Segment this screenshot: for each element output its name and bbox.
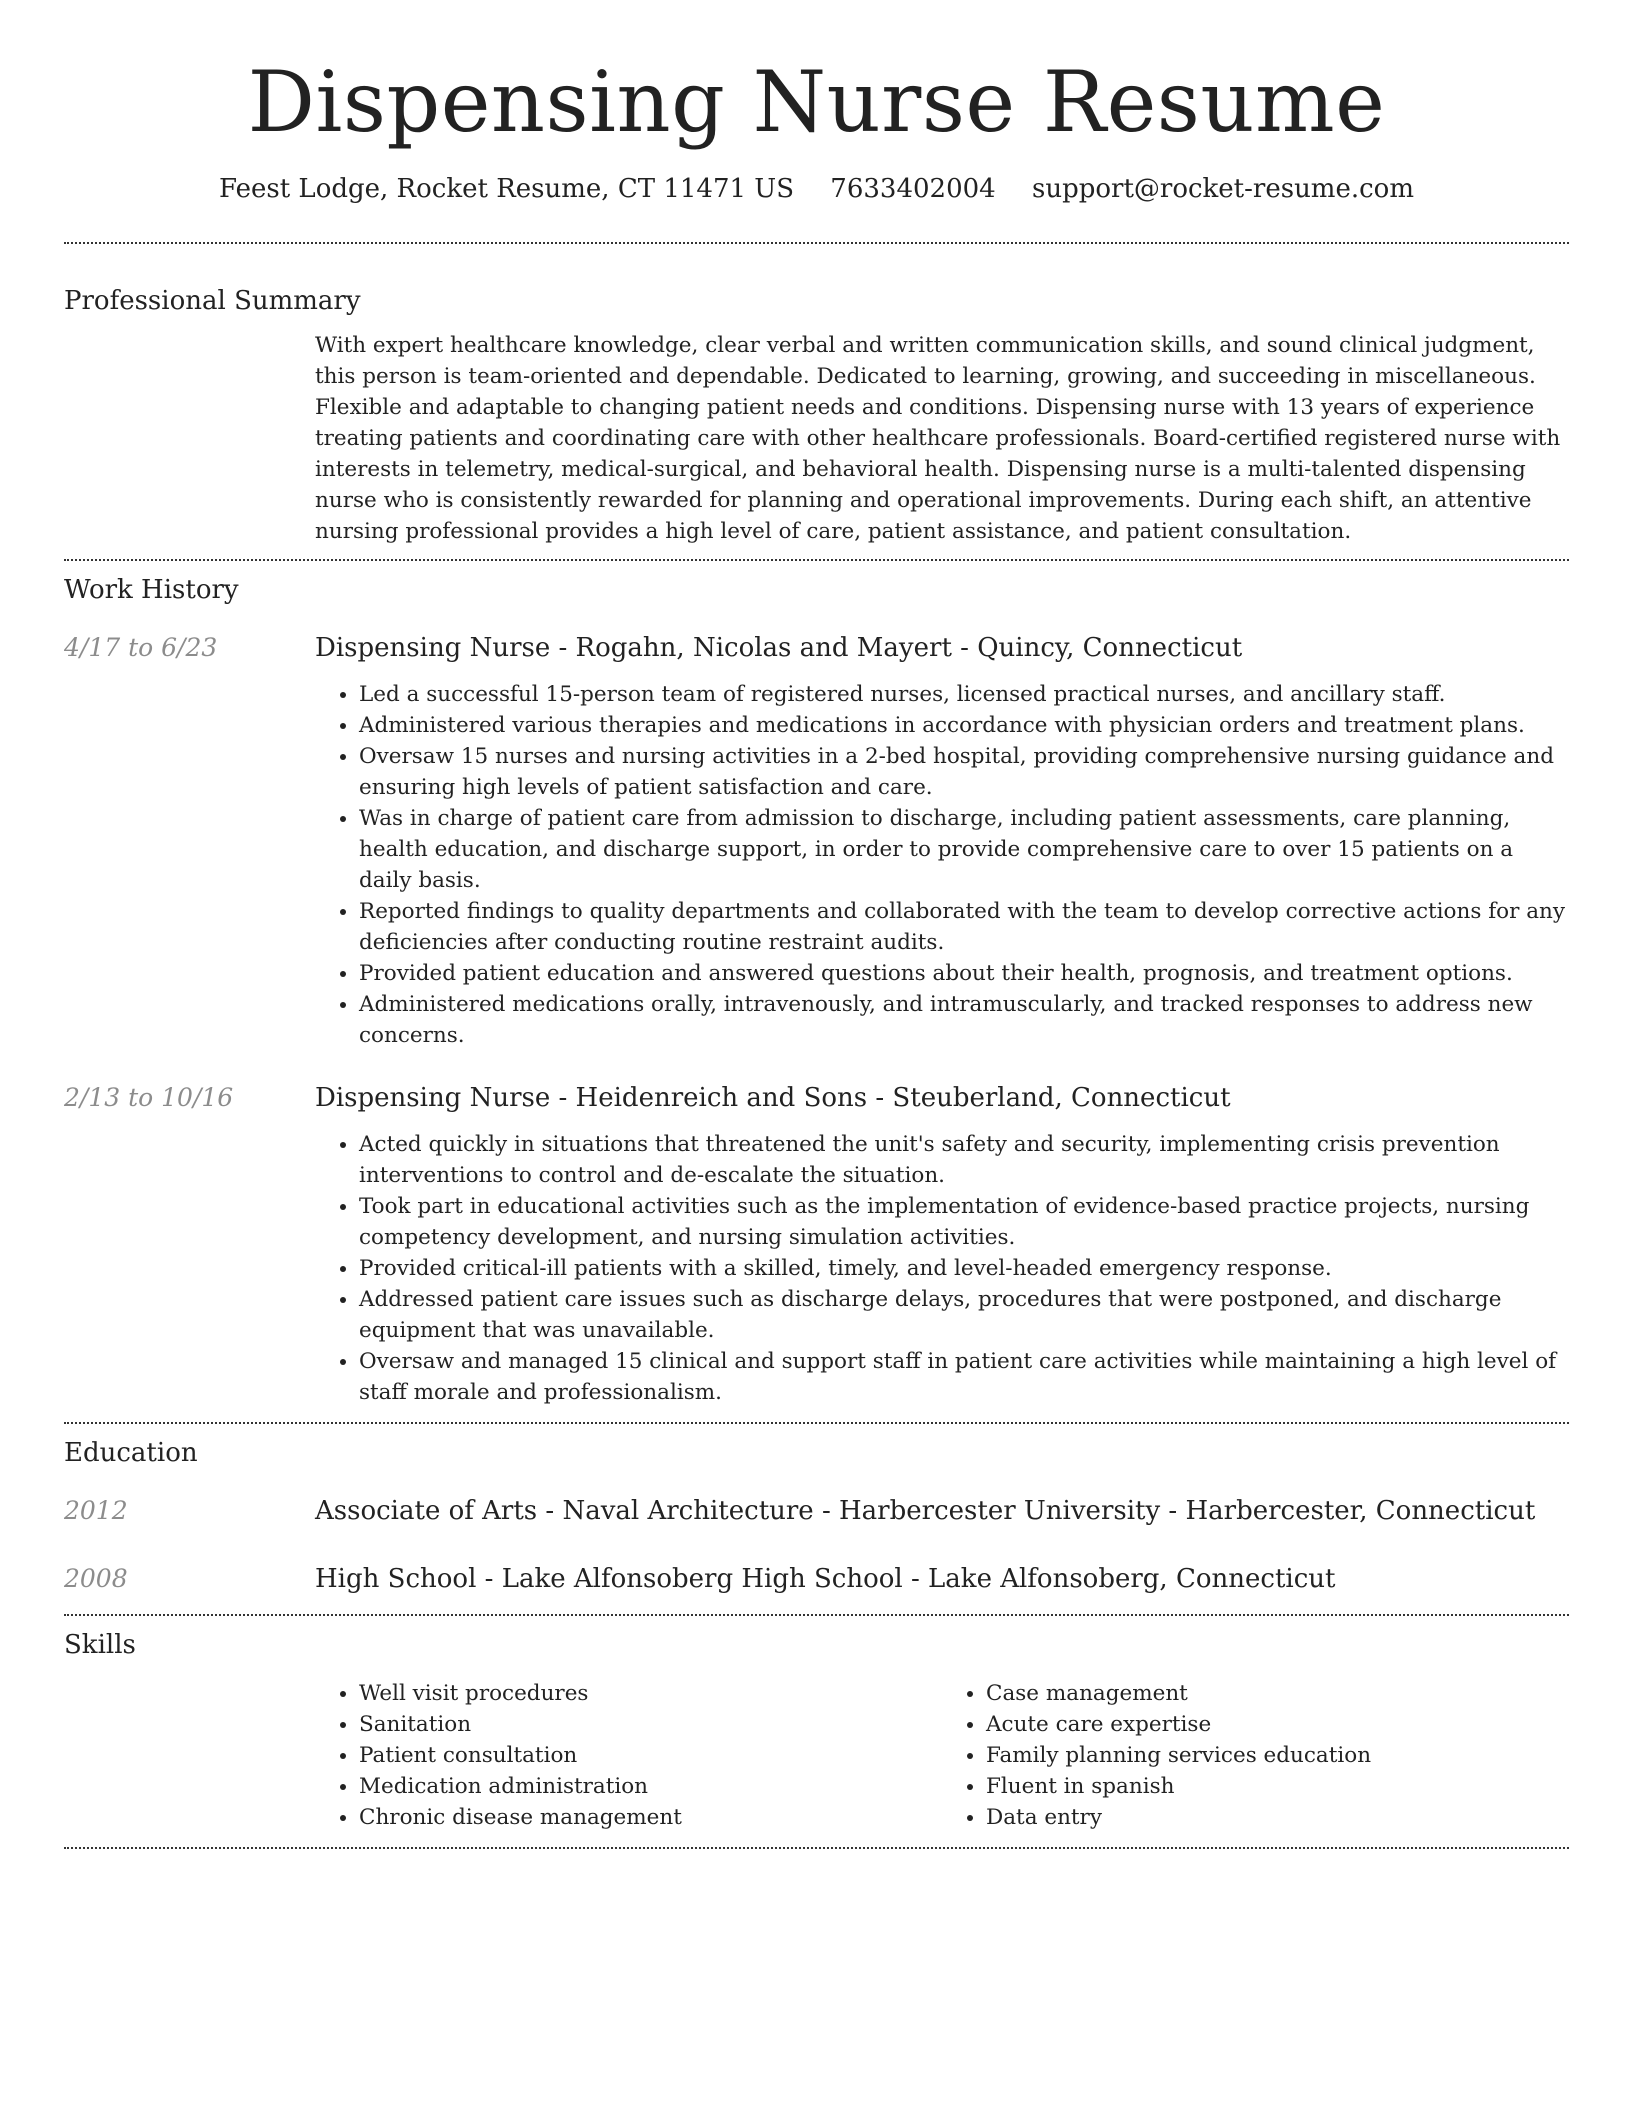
skills-list-right (942, 1678, 1569, 1833)
section-heading-summary: Professional Summary (64, 286, 361, 316)
section-heading-education: Education (64, 1438, 198, 1468)
job-title: Dispensing Nurse - Heidenreich and Sons - Steuberland, Connecticut (315, 1083, 1231, 1113)
job-entry (64, 1081, 1569, 1408)
education-title: Associate of Arts - Naval Architecture - Harbercester University - Harbercester, Connecticut (315, 1496, 1536, 1526)
skills-columns (315, 1678, 1569, 1833)
job-bullets (315, 1129, 1569, 1408)
job-bullet: • Took part in educational activities such as the implementation of evidence-based practice projects, nursing competency development, and nursing simulation activities. (359, 1191, 1569, 1253)
summary-row (64, 330, 1569, 547)
job-bullet: • Oversaw 15 nurses and nursing activities in a 2-bed hospital, providing comprehensive nursing guidance and ensuring high levels of patient satisfaction and care. (359, 741, 1569, 803)
skill-item: • Family planning services education (986, 1740, 1569, 1771)
resume-title: Dispensing Nurse Resume (247, 53, 1386, 151)
contact-address: Feest Lodge, Rocket Resume, CT 11471 US (218, 174, 795, 204)
job-details (315, 631, 1569, 1051)
job-bullet: • Led a successful 15-person team of registered nurses, licensed practical nurses, and ancillary staff. (359, 679, 1569, 710)
divider (64, 1422, 1569, 1424)
skill-item: • Fluent in spanish (986, 1771, 1569, 1802)
summary-text: With expert healthcare knowledge, clear verbal and written communication skills, and sound clinical judgment, this person is team-oriented and dependable. Dedicated to learning, growing, and succeeding in miscellaneous. Flexible and adaptable to changing patient needs and conditions. Dispensing nurse with 13 years of experience treating patients and coordinating care with other healthcare professionals. Board-certified registered nurse with interests in telemetry, medical-surgical, and behavioral health. Dispensing nurse is a multi-talented dispensing nurse who is consistently rewarded for planning and operational improvements. During each shift, an attentive nursing professional provides a high level of care, patient assistance, and patient consultation. (315, 333, 1561, 544)
divider (64, 1847, 1569, 1849)
job-bullets (315, 679, 1569, 1051)
resume-page (64, 0, 1569, 1849)
contact-line (64, 172, 1569, 206)
job-bullet: • Provided critical-ill patients with a skilled, timely, and level-headed emergency response. (359, 1253, 1569, 1284)
job-bullet: • Provided patient education and answered questions about their health, prognosis, and treatment options. (359, 958, 1569, 989)
skill-item: • Chronic disease management (359, 1802, 942, 1833)
education-entry (64, 1562, 1569, 1596)
divider (64, 1614, 1569, 1616)
education-year: 2008 (64, 1564, 128, 1593)
skill-item: • Data entry (986, 1802, 1569, 1833)
skill-item: • Case management (986, 1678, 1569, 1709)
job-bullet: • Administered medications orally, intravenously, and intramuscularly, and tracked responses to address new concerns. (359, 989, 1569, 1051)
skill-item: • Medication administration (359, 1771, 942, 1802)
job-bullet: • Addressed patient care issues such as discharge delays, procedures that were postponed, and discharge equipment that was unavailable. (359, 1284, 1569, 1346)
divider (64, 242, 1569, 244)
contact-email: support@rocket-resume.com (1031, 174, 1414, 204)
job-bullet: • Was in charge of patient care from admission to discharge, including patient assessments, care planning, health education, and discharge support, in order to provide comprehensive care to over 15 patients on a daily basis. (359, 803, 1569, 896)
skill-item: • Well visit procedures (359, 1678, 942, 1709)
job-dates: 4/17 to 6/23 (64, 633, 218, 662)
education-title: High School - Lake Alfonsoberg High School - Lake Alfonsoberg, Connecticut (315, 1564, 1336, 1594)
job-details (315, 1081, 1569, 1408)
education-entry (64, 1494, 1569, 1528)
skill-item: • Sanitation (359, 1709, 942, 1740)
job-bullet: • Oversaw and managed 15 clinical and support staff in patient care activities while maintaining a high level of staff morale and professionalism. (359, 1346, 1569, 1408)
skill-item: • Patient consultation (359, 1740, 942, 1771)
section-heading-work: Work History (64, 575, 239, 605)
section-heading-skills: Skills (64, 1630, 136, 1660)
skills-list-left (315, 1678, 942, 1833)
job-title: Dispensing Nurse - Rogahn, Nicolas and Mayert - Quincy, Connecticut (315, 633, 1243, 663)
job-bullet: • Reported findings to quality departments and collaborated with the team to develop corrective actions for any deficiencies after conducting routine restraint audits. (359, 896, 1569, 958)
job-bullet: • Acted quickly in situations that threatened the unit's safety and security, implementing crisis prevention interventions to control and de-escalate the situation. (359, 1129, 1569, 1191)
job-bullet: • Administered various therapies and medications in accordance with physician orders and treatment plans. (359, 710, 1569, 741)
contact-phone: 7633402004 (830, 174, 996, 204)
skills-row (64, 1678, 1569, 1833)
job-entry (64, 631, 1569, 1051)
education-year: 2012 (64, 1496, 128, 1525)
skill-item: • Acute care expertise (986, 1709, 1569, 1740)
job-dates: 2/13 to 10/16 (64, 1083, 234, 1112)
divider (64, 559, 1569, 561)
